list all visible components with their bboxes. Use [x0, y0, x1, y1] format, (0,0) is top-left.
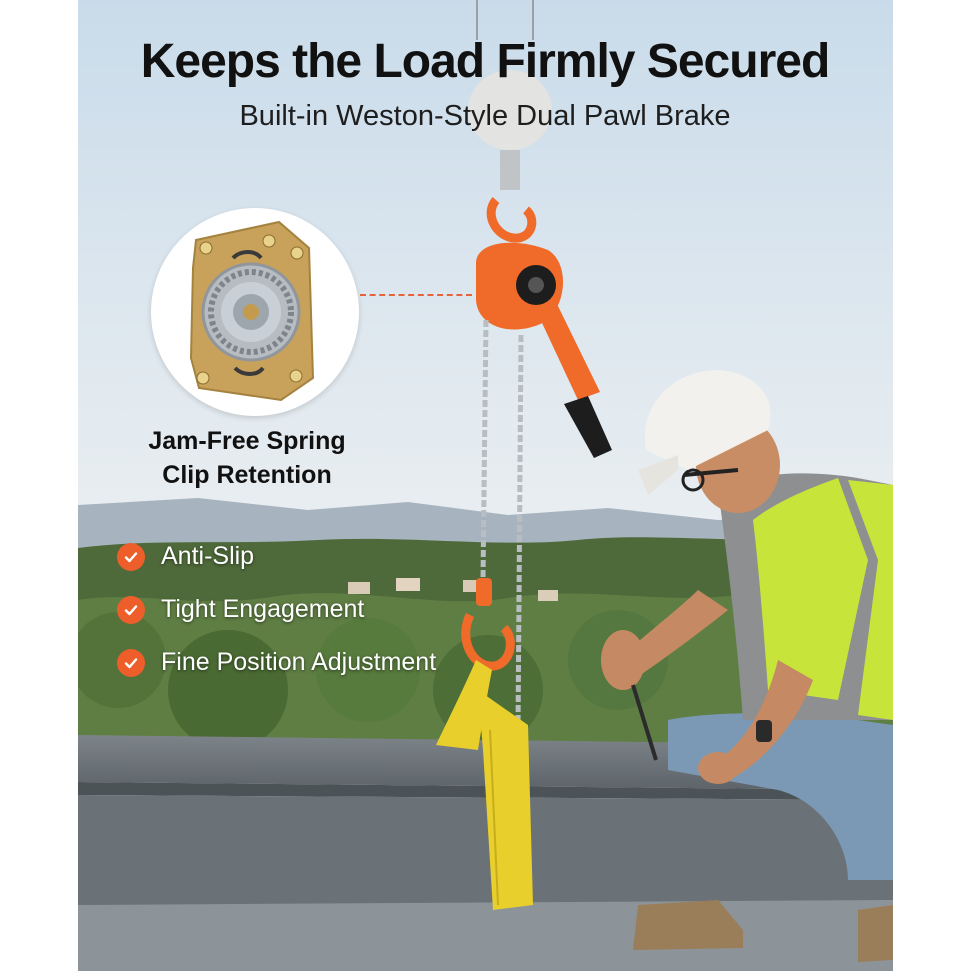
leader-line: [360, 294, 472, 296]
detail-caption-line1: Jam-Free Spring: [148, 427, 346, 455]
check-icon: [117, 543, 145, 571]
list-item: [117, 648, 436, 677]
list-item: [117, 595, 364, 624]
detail-caption-line2: Clip Retention: [162, 461, 332, 489]
feature-label: Anti-Slip: [161, 542, 255, 570]
detail-caption: [122, 424, 372, 492]
check-icon: [117, 649, 145, 677]
feature-label: Fine Position Adjustment: [161, 648, 437, 676]
feature-label: Tight Engagement: [161, 595, 365, 623]
list-item: [117, 542, 254, 571]
page-title: Keeps the Load Firmly Secured: [140, 35, 830, 88]
dual-pawl-brake-plate-icon: [151, 208, 359, 416]
brake-detail-callout: [151, 208, 359, 416]
page-subtitle: Built-in Weston-Style Dual Pawl Brake: [239, 100, 731, 132]
check-icon: [117, 596, 145, 624]
